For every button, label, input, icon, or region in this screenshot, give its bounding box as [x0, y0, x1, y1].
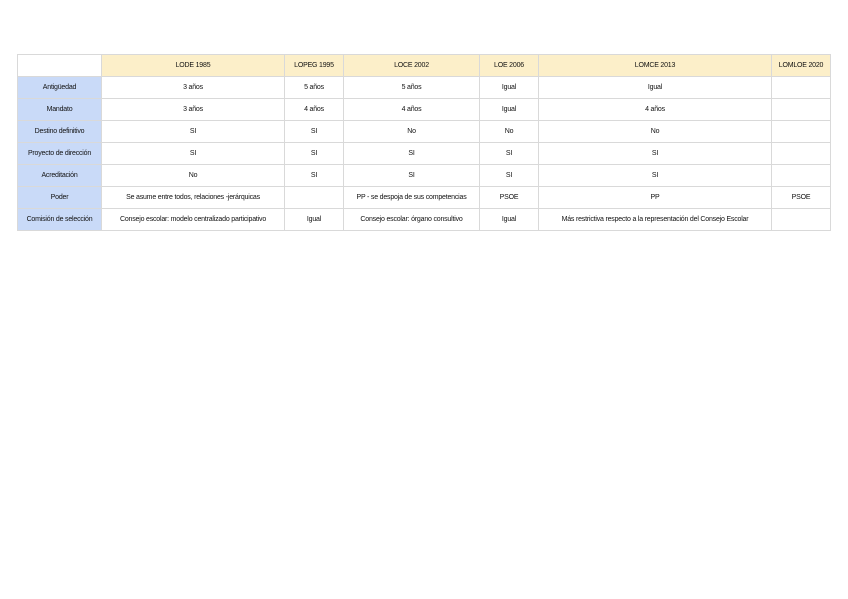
table-cell[interactable]: 4 años: [285, 99, 344, 121]
table-cell[interactable]: PP: [539, 187, 772, 209]
table-cell[interactable]: SI: [102, 143, 285, 165]
table-cell[interactable]: 3 años: [102, 77, 285, 99]
row-header-proyecto-de-direccion[interactable]: Proyecto de dirección: [18, 143, 102, 165]
column-header-loe-2006[interactable]: LOE 2006: [480, 55, 539, 77]
table-cell[interactable]: Igual: [285, 209, 344, 231]
table-cell[interactable]: SI: [480, 143, 539, 165]
column-header-lopeg-1995[interactable]: LOPEG 1995: [285, 55, 344, 77]
table-cell[interactable]: 4 años: [344, 99, 480, 121]
table-row: [18, 143, 831, 165]
table-cell[interactable]: No: [539, 121, 772, 143]
table-row: [18, 187, 831, 209]
table-cell[interactable]: [772, 209, 831, 231]
table-cell[interactable]: No: [344, 121, 480, 143]
header-row: [18, 55, 831, 77]
table-cell[interactable]: SI: [344, 165, 480, 187]
table-cell[interactable]: [772, 99, 831, 121]
table-cell[interactable]: No: [480, 121, 539, 143]
table-cell[interactable]: PP - se despoja de sus competencias: [344, 187, 480, 209]
table-cell[interactable]: PSOE: [772, 187, 831, 209]
table-row: [18, 121, 831, 143]
table-cell[interactable]: [772, 143, 831, 165]
row-header-poder[interactable]: Poder: [18, 187, 102, 209]
corner-cell[interactable]: [18, 55, 102, 77]
table-row: [18, 99, 831, 121]
table-cell[interactable]: [772, 165, 831, 187]
table-row: [18, 209, 831, 231]
table-cell[interactable]: Igual: [539, 77, 772, 99]
table-cell[interactable]: SI: [285, 165, 344, 187]
table-cell[interactable]: SI: [480, 165, 539, 187]
row-header-acreditacion[interactable]: Acreditación: [18, 165, 102, 187]
table-cell[interactable]: [285, 187, 344, 209]
table-cell[interactable]: Consejo escolar: órgano consultivo: [344, 209, 480, 231]
table-cell[interactable]: SI: [285, 143, 344, 165]
table-cell[interactable]: Igual: [480, 209, 539, 231]
column-header-lomloe-2020[interactable]: LOMLOE 2020: [772, 55, 831, 77]
table-cell[interactable]: [772, 121, 831, 143]
column-header-lomce-2013[interactable]: LOMCE 2013: [539, 55, 772, 77]
table-cell[interactable]: No: [102, 165, 285, 187]
table-cell[interactable]: SI: [539, 143, 772, 165]
column-header-lode-1985[interactable]: LODE 1985: [102, 55, 285, 77]
row-header-comision-de-seleccion[interactable]: Comisión de selección: [18, 209, 102, 231]
comparison-table: [17, 54, 831, 231]
table-cell[interactable]: SI: [344, 143, 480, 165]
table-cell[interactable]: Más restrictiva respecto a la representación del Consejo Escolar: [539, 209, 772, 231]
table-cell[interactable]: SI: [102, 121, 285, 143]
table-row: [18, 77, 831, 99]
table-cell[interactable]: 4 años: [539, 99, 772, 121]
table-cell[interactable]: SI: [285, 121, 344, 143]
table-cell[interactable]: Se asume entre todos, relaciones -jerárquicas: [102, 187, 285, 209]
column-header-loce-2002[interactable]: LOCE 2002: [344, 55, 480, 77]
table-cell[interactable]: Igual: [480, 99, 539, 121]
row-header-antiguedad[interactable]: Antigüedad: [18, 77, 102, 99]
table-row: [18, 165, 831, 187]
table-cell[interactable]: 3 años: [102, 99, 285, 121]
table-cell[interactable]: 5 años: [344, 77, 480, 99]
table-cell[interactable]: SI: [539, 165, 772, 187]
spreadsheet: [17, 54, 831, 231]
table-cell[interactable]: PSOE: [480, 187, 539, 209]
row-header-mandato[interactable]: Mandato: [18, 99, 102, 121]
row-header-destino-definitivo[interactable]: Destino definitivo: [18, 121, 102, 143]
table-cell[interactable]: Consejo escolar: modelo centralizado participativo: [102, 209, 285, 231]
table-cell[interactable]: Igual: [480, 77, 539, 99]
table-cell[interactable]: 5 años: [285, 77, 344, 99]
table-cell[interactable]: [772, 77, 831, 99]
